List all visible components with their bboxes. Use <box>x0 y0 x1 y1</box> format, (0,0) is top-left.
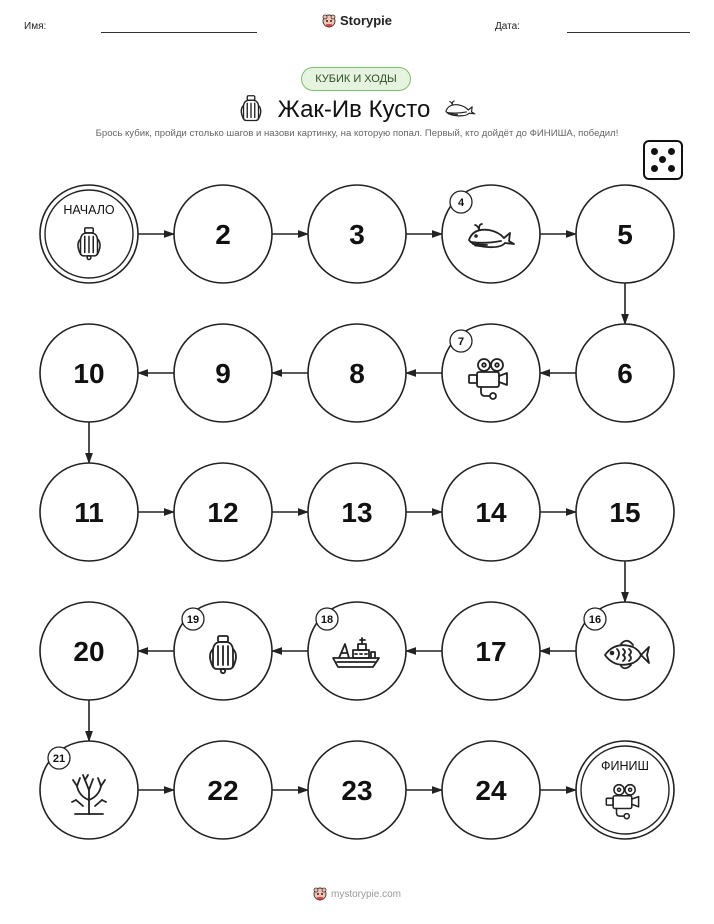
cell-number: 15 <box>609 497 641 528</box>
cell-badge-number: 18 <box>320 614 334 626</box>
board-cell-4[interactable] <box>442 185 540 283</box>
cell-badge-number: 19 <box>186 614 200 626</box>
cell-number: 5 <box>617 219 633 250</box>
board-cell-17[interactable] <box>442 602 540 700</box>
board-cell-3[interactable] <box>308 185 406 283</box>
cell-number: 12 <box>207 497 239 528</box>
board-cell-11[interactable] <box>40 463 138 561</box>
board-cell-8[interactable] <box>308 324 406 422</box>
cell-number: 23 <box>341 775 373 806</box>
cell-number: 11 <box>74 497 104 528</box>
cell-number: 24 <box>475 775 507 806</box>
board-cell-13[interactable] <box>308 463 406 561</box>
board-cell-9[interactable] <box>174 324 272 422</box>
brand-name: Storypie <box>340 13 393 28</box>
cell-number: 10 <box>73 358 105 389</box>
cell-number: 13 <box>341 497 373 528</box>
date-label: Дата: <box>495 21 520 32</box>
board-cell-25[interactable] <box>576 741 674 839</box>
board-cell-15[interactable] <box>576 463 674 561</box>
cell-number: 3 <box>349 219 365 250</box>
board-cell-18[interactable] <box>308 602 406 700</box>
cell-badge-number: 4 <box>457 197 465 209</box>
board-cell-2[interactable] <box>174 185 272 283</box>
board-cell-20[interactable] <box>40 602 138 700</box>
board-cell-19[interactable] <box>174 602 272 700</box>
board-cell-6[interactable] <box>576 324 674 422</box>
board-cell-14[interactable] <box>442 463 540 561</box>
instructions: Брось кубик, пройди столько шагов и назови картинку, на которую попал. Первый, кто дойдёт до ФИНИША, победил! <box>95 128 619 139</box>
board-cell-10[interactable] <box>40 324 138 422</box>
board-cell-16[interactable] <box>576 602 674 700</box>
footer-site[interactable]: mystorypie.com <box>330 888 401 900</box>
board-cell-7[interactable] <box>442 324 540 422</box>
cell-number: 20 <box>73 636 105 667</box>
board-cell-1[interactable] <box>40 185 138 283</box>
cell-number: 6 <box>617 358 633 389</box>
board-cell-12[interactable] <box>174 463 272 561</box>
name-label: Имя: <box>24 21 47 32</box>
cell-outer-ring <box>40 185 138 283</box>
cell-number: 2 <box>215 219 231 250</box>
cell-number: 8 <box>349 358 365 389</box>
board-cell-23[interactable] <box>308 741 406 839</box>
board-cell-22[interactable] <box>174 741 272 839</box>
cell-number: 22 <box>207 775 239 806</box>
cell-number: 14 <box>475 497 507 528</box>
footer <box>0 887 714 901</box>
finish-label: ФИНИШ <box>601 759 649 773</box>
cell-badge-number: 21 <box>52 753 66 765</box>
board-cell-24[interactable] <box>442 741 540 839</box>
start-label: НАЧАЛО <box>63 203 115 217</box>
board-cell-21[interactable] <box>40 741 138 839</box>
category-pill: КУБИК И ХОДЫ <box>301 67 411 91</box>
storypie-mascot-icon <box>313 887 327 901</box>
cell-number: 17 <box>475 636 507 667</box>
cell-badge-number: 7 <box>457 336 465 348</box>
cell-badge-number: 16 <box>588 614 602 626</box>
cell-number: 9 <box>215 358 231 389</box>
page-title: Жак-Ив Кусто <box>277 96 431 123</box>
board-cell-5[interactable] <box>576 185 674 283</box>
